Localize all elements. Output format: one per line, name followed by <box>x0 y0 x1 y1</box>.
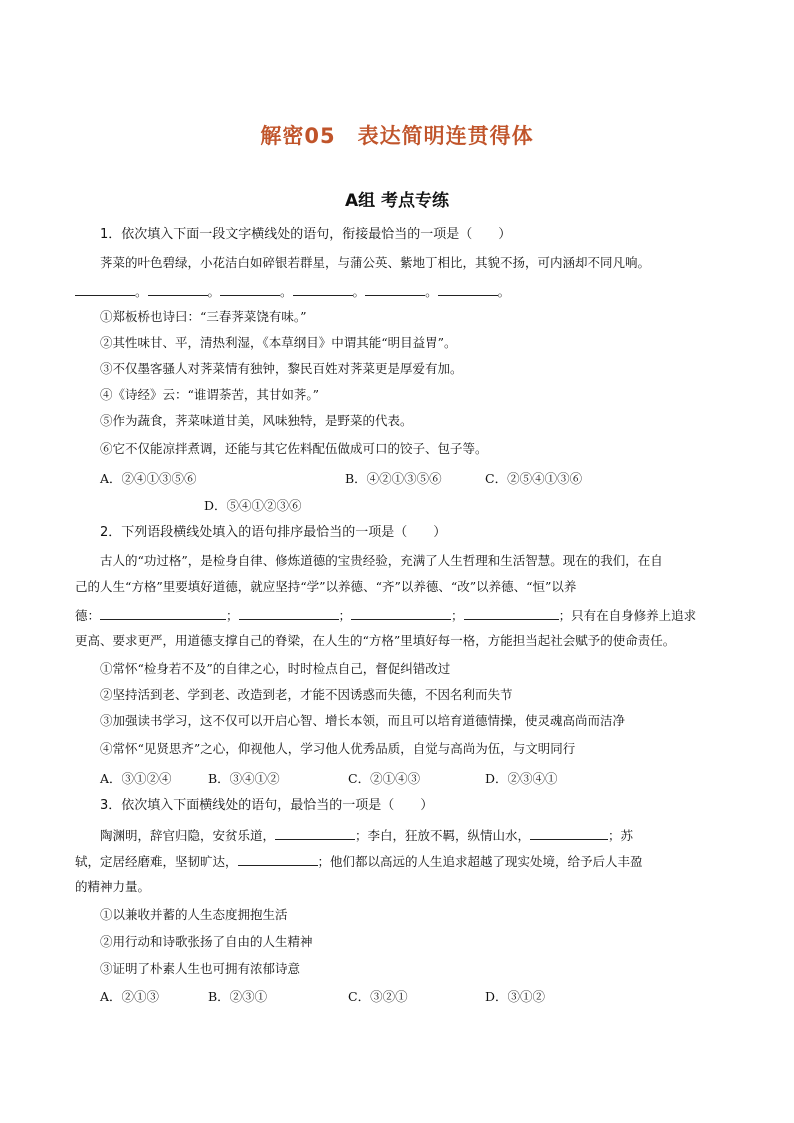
q2-passage-text: 只有在自身修养上追求 <box>571 608 697 623</box>
q1-option-b[interactable]: B．④②①③⑤⑥ <box>345 471 442 486</box>
blank[interactable] <box>275 826 355 840</box>
q2-option-d[interactable]: D．②③④① <box>485 771 558 786</box>
q3-passage-text: 轼，定居经磨难，坚韧旷达， <box>75 854 238 869</box>
section-heading: A组 考点专练 <box>344 191 450 211</box>
q3-option-b[interactable]: B．②③① <box>208 989 268 1004</box>
q1-option-a[interactable]: A．②④①③⑤⑥ <box>100 471 197 486</box>
q1-passage: 荠菜的叶色碧绿，小花洁白如碎银若群星，与蒲公英、紫地丁相比，其貌不扬，可内涵却不同凡响。 <box>100 255 651 270</box>
q1-item: ①郑板桥也诗曰：“三春荠菜饶有味。” <box>100 309 307 324</box>
semicolon: ； <box>338 608 352 623</box>
blank[interactable] <box>238 852 318 866</box>
q2-item: ②坚持活到老、学到老、改造到老，才能不因诱惑而失德，不因名利而失节 <box>100 687 513 702</box>
blank[interactable] <box>530 826 608 840</box>
q1-item: ②其性味甘、平，清热利湿，《本草纲目》中谓其能“明目益胃”。 <box>100 335 457 350</box>
semicolon: ； <box>558 608 572 623</box>
blank[interactable] <box>239 606 339 620</box>
q2-passage: 更高、要求更严，用道德支撑自己的脊梁，在人生的“方格”里填好每一格，方能担当起社会赋予的使命责任。 <box>75 633 676 648</box>
q2-passage: 古人的“功过格”，是检身自律、修炼道德的宝贵经验，充满了人生哲理和生活智慧。现在的我们，在自 <box>100 553 663 568</box>
q3-option-c[interactable]: C．③②① <box>348 989 408 1004</box>
blank[interactable] <box>438 282 498 296</box>
blank[interactable] <box>464 606 559 620</box>
q2-option-b[interactable]: B．③④①② <box>208 771 280 786</box>
q3-passage-text: ；苏 <box>608 828 634 843</box>
semicolon: ； <box>451 608 464 623</box>
q1-options-row <box>100 470 720 488</box>
q3-stem: 3．依次填入下面横线处的语句，最恰当的一项是（ ） <box>100 798 434 813</box>
blank[interactable] <box>293 282 353 296</box>
q2-stem: 2．下列语段横线处填入的语句排序最恰当的一项是（ ） <box>100 525 447 540</box>
q1-item: ④《诗经》云：“谁谓荼苦，其甘如荠。” <box>100 387 320 402</box>
semicolon: ； <box>226 608 239 623</box>
blank[interactable] <box>365 282 425 296</box>
blank[interactable] <box>75 282 135 296</box>
q1-option-c[interactable]: C．②⑤④①③⑥ <box>485 471 583 486</box>
q3-blank-row <box>100 826 720 845</box>
q1-item: ⑥它不仅能凉拌煮调，还能与其它佐料配伍做成可口的饺子、包子等。 <box>100 441 488 456</box>
q3-passage-text: ；他们都以高远的人生追求超越了现实处境，给予后人丰盈 <box>317 854 643 869</box>
q2-blank-row <box>75 606 725 625</box>
q3-item: ①以兼收并蓄的人生态度拥抱生活 <box>100 907 288 922</box>
q2-item: ③加强读书学习，这不仅可以开启心智、增长本领，而且可以培育道德情操，使灵魂高尚而洁净 <box>100 713 626 728</box>
page-title: 解密05 表达简明连贯得体 <box>260 124 534 148</box>
q3-passage-text: ；李白，狂放不羁，纵情山水， <box>355 828 531 843</box>
blank[interactable] <box>148 282 208 296</box>
q3-passage-text: 陶渊明，辞官归隐，安贫乐道， <box>100 828 276 843</box>
q3-blank-row <box>75 852 725 871</box>
q2-passage-text: 德： <box>75 608 101 623</box>
q1-blank-row: 。 。 。 。 。 。 <box>75 282 535 301</box>
q3-item: ②用行动和诗歌张扬了自由的人生精神 <box>100 934 313 949</box>
q1-item: ⑤作为蔬食，荠菜味道甘美，风味独特，是野菜的代表。 <box>100 413 413 428</box>
q3-option-a[interactable]: A．②①③ <box>100 989 160 1004</box>
blank[interactable] <box>100 606 226 620</box>
q2-options-row <box>100 770 720 788</box>
q2-option-a[interactable]: A．③①②④ <box>100 771 172 786</box>
q2-option-c[interactable]: C．②①④③ <box>348 771 421 786</box>
q1-option-d[interactable]: D．⑤④①②③⑥ <box>204 498 302 513</box>
blank[interactable] <box>220 282 280 296</box>
q3-options-row <box>100 988 720 1006</box>
q3-passage: 的精神力量。 <box>75 879 151 894</box>
q3-item: ③证明了朴素人生也可拥有浓郁诗意 <box>100 961 301 976</box>
q3-option-d[interactable]: D．③①② <box>485 989 546 1004</box>
q2-passage: 己的人生“方格”里要填好道德，就应坚持“学”以养德、“齐”以养德、“改”以养德、“恒”以养 <box>75 579 577 594</box>
q2-item: ①常怀“检身若不及”的自律之心，时时检点自己，督促纠错改过 <box>100 661 451 676</box>
q2-item: ④常怀“见贤思齐”之心，仰视他人，学习他人优秀品质，自觉与高尚为伍，与文明同行 <box>100 741 576 756</box>
blank[interactable] <box>351 606 451 620</box>
q1-item: ③不仅墨客骚人对荠菜情有独钟，黎民百姓对荠菜更是厚爱有加。 <box>100 361 463 376</box>
q1-stem: 1．依次填入下面一段文字横线处的语句，衔接最恰当的一项是（ ） <box>100 227 512 242</box>
